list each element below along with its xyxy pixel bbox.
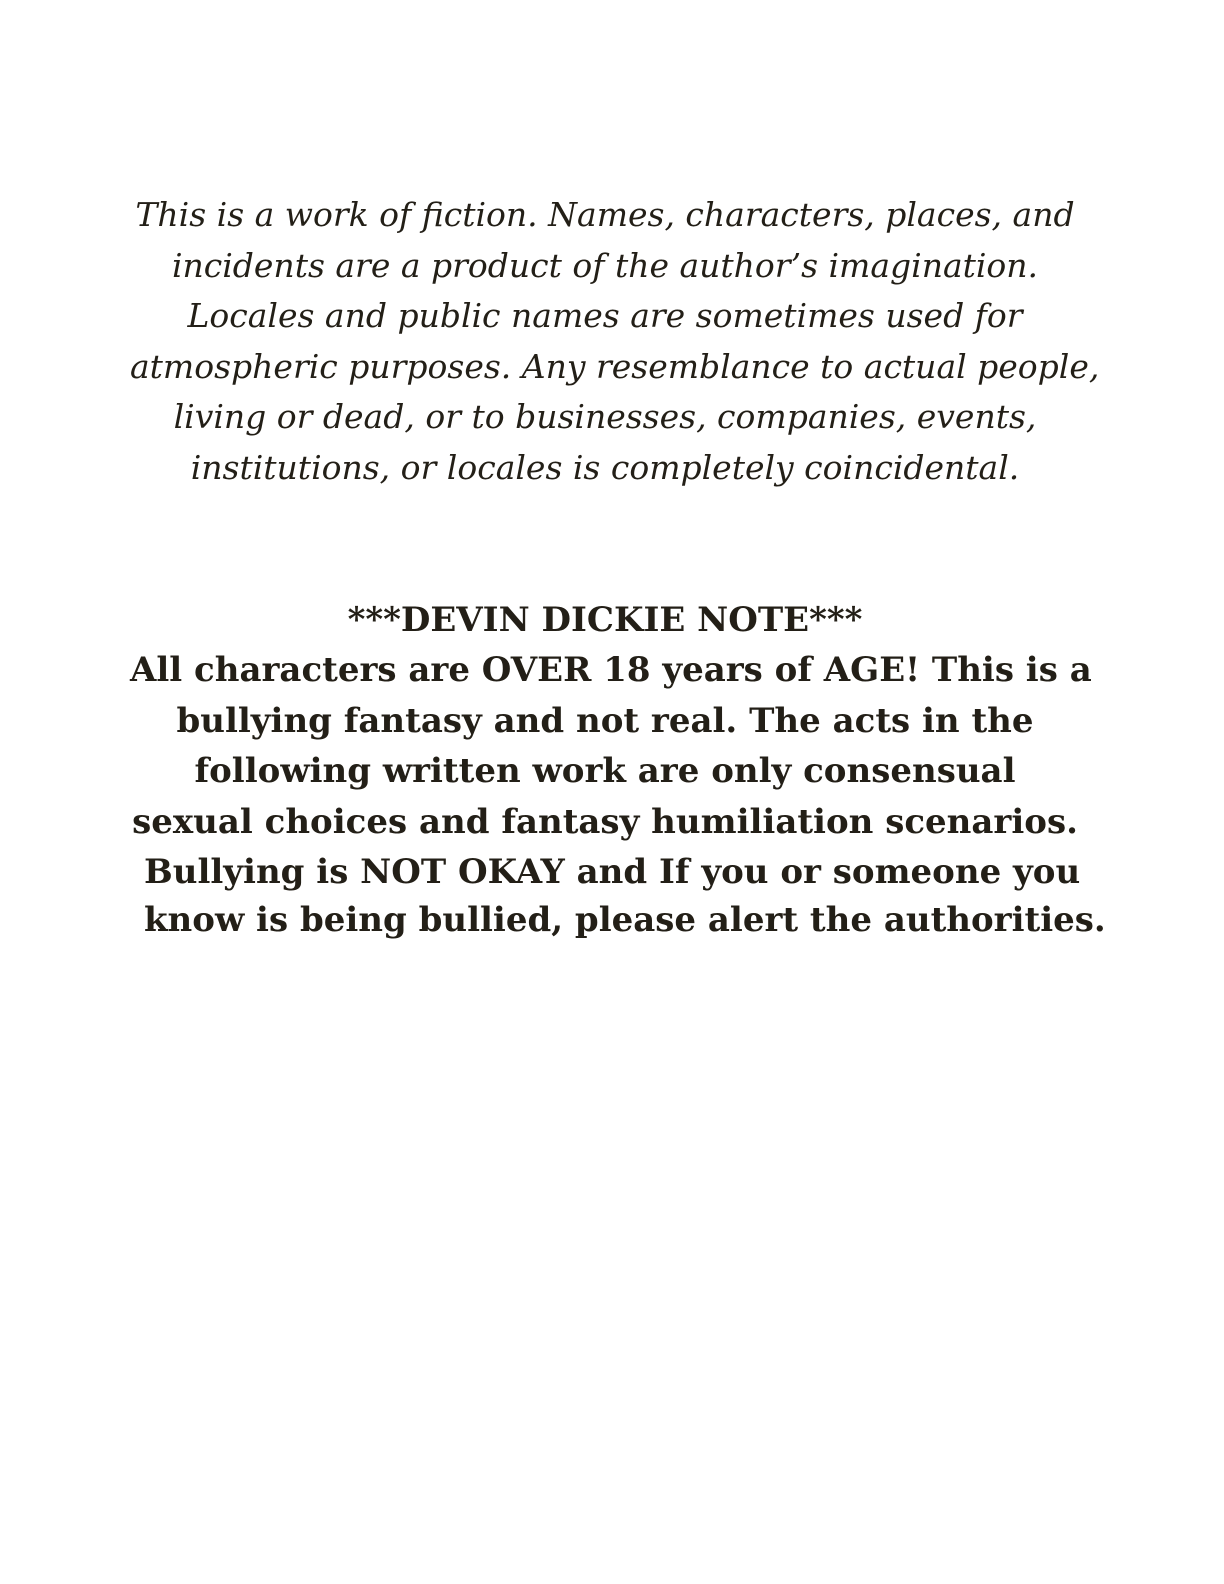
disclaimer-line: Locales and public names are sometimes used for [187, 296, 1023, 335]
note-line: All characters are OVER 18 years of AGE! This is a [130, 650, 1092, 690]
disclaimer-line: This is a work of fiction. Names, characters, places, and [135, 195, 1075, 234]
author-note-body [130, 645, 1106, 942]
note-line: following written work are only consensual [194, 751, 1016, 791]
note-line: sexual choices and fantasy humiliation scenarios. [132, 801, 1078, 842]
disclaimer-line: living or dead, or to businesses, companies, events, [173, 397, 1037, 436]
note-line: Bullying is NOT OKAY and If you or someone you [144, 852, 1081, 892]
disclaimer-line: institutions, or locales is completely coincidental. [190, 447, 1020, 487]
disclaimer-line: atmospheric purposes. Any resemblance to actual people, [130, 346, 1100, 386]
fiction-disclaimer [130, 190, 1100, 493]
note-line: know is being bullied, please alert the authorities. [144, 899, 1106, 940]
author-note-heading: ***DEVIN DICKIE NOTE*** [347, 600, 863, 640]
note-line: bullying fantasy and not real. The acts in the [176, 700, 1034, 741]
disclaimer-line: incidents are a product of the author’s imagination. [171, 245, 1039, 285]
